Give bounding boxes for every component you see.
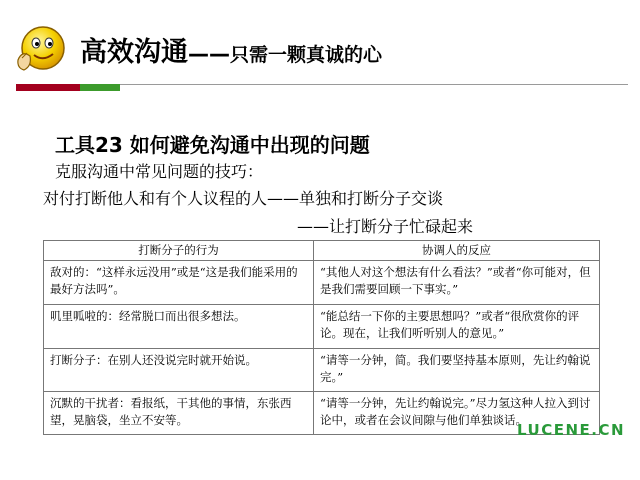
title-dash: —— [188, 42, 230, 66]
accent-bar-green [80, 84, 120, 91]
intro-line: 克服沟通中常见问题的技巧： [55, 162, 264, 181]
behavior-cell: 叽里呱啦的：经常脱口而出很多想法。 [44, 305, 314, 349]
response-cell: “能总结一下你的主要思想吗？”或者“很欣赏你的评论。现在，让我们听听别人的意见。” [314, 305, 600, 349]
table-row [44, 261, 600, 305]
smiley-thinking-icon [12, 20, 70, 78]
table-row [44, 349, 600, 392]
title-subtitle: 只需一颗真诚的心 [230, 44, 383, 66]
site-watermark: LUCENE.CN [517, 421, 626, 439]
section-heading: 工具23 如何避免沟通中出现的问题 [55, 133, 370, 157]
response-cell: “请等一分钟，先让约翰说完。”尽力氢这种人拉入到讨论中，或者在会议间隙与他们单独谈话。 [314, 392, 600, 435]
response-cell: “其他人对这个想法有什么看法？”或者“你可能对，但是我们需要回顾一下事实。” [314, 261, 600, 305]
table-header-row [44, 241, 600, 261]
column-header-behavior: 打断分子的行为 [44, 241, 314, 261]
behavior-cell: 敌对的：“这样永远没用”或是“这是我们能采用的最好方法吗”。 [44, 261, 314, 305]
technique-subline: ——让打断分子忙碌起来 [297, 217, 474, 236]
behavior-cell: 打断分子：在别人还没说完时就开始说。 [44, 349, 314, 392]
accent-bar-red [16, 84, 80, 91]
column-header-response: 协调人的反应 [314, 241, 600, 261]
behavior-cell: 沉默的干扰者：看报纸，干其他的事情，东张西望，晃脑袋，坐立不安等。 [44, 392, 314, 435]
behavior-response-table [43, 240, 600, 435]
technique-line: 对付打断他人和有个人议程的人——单独和打断分子交谈 [43, 189, 444, 208]
response-cell: “请等一分钟，简。我们要坚持基本原则，先让约翰说完。” [314, 349, 600, 392]
title-main: 高效沟通 [80, 37, 188, 68]
table-row [44, 305, 600, 349]
page-title [80, 30, 382, 69]
